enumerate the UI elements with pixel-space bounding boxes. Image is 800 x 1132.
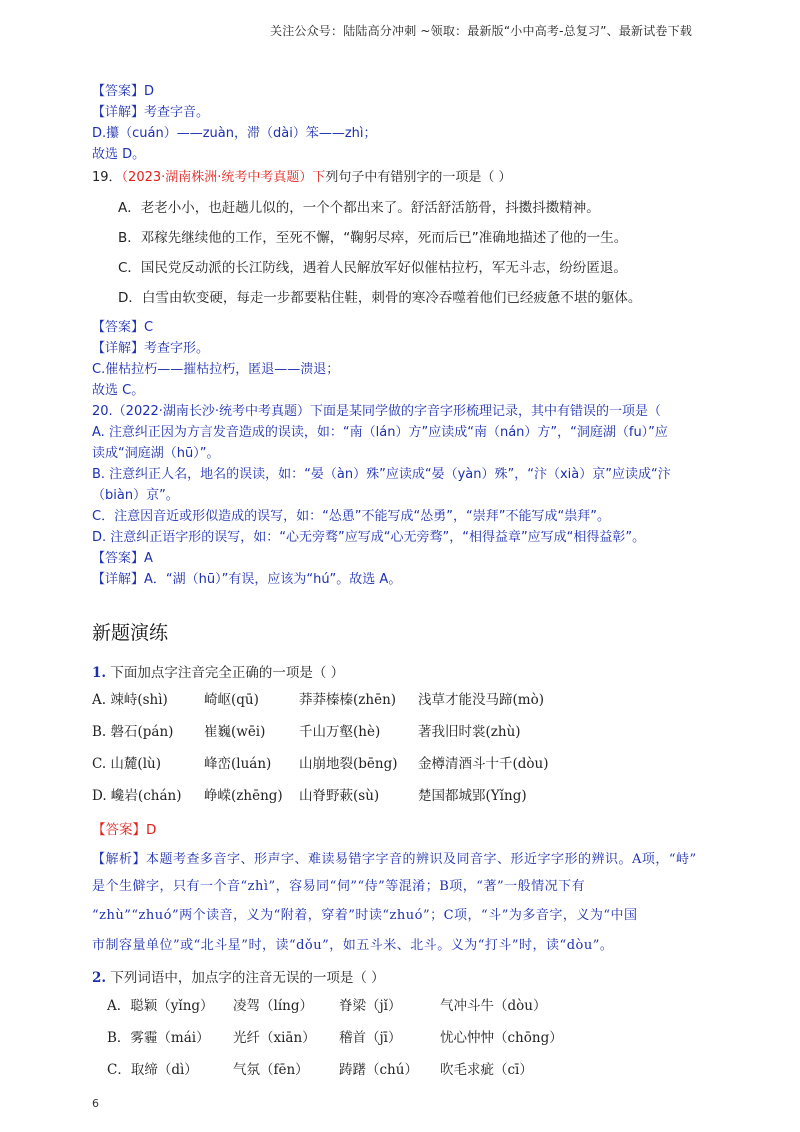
- q1-row-b-col2: 崔巍(wēi): [204, 724, 266, 740]
- detail-label: 【详解】考查字形。: [92, 341, 210, 356]
- q2-row-a-col2: 凌驾（líng）: [233, 998, 313, 1014]
- question-19: [92, 166, 512, 185]
- detail-line: D.攥（cuán）——zuàn，滞（dài）笨——zhì；: [92, 126, 377, 141]
- q1-row-c-col2: 峰峦(luán): [204, 756, 272, 772]
- q20-option-a-line2: 读成“洞庭湖（hū）”。: [92, 446, 220, 461]
- option-d: D．白雪由软变硬，每走一步都要粘住鞋，刺骨的寒冷吞噬着他们已经疲惫不堪的躯体。: [118, 290, 642, 306]
- new-question-1: [92, 661, 344, 681]
- option-a: A．老老小小，也赶趟儿似的，一个个都出来了。舒活舒活筋骨，抖擞抖擞精神。: [118, 200, 600, 216]
- q1-row-d-col2: 峥嵘(zhēng): [204, 788, 283, 804]
- q20-option-c: C．注意因音近或形似造成的误写，如：“怂恿”不能写成“怂勇”，“崇拜”不能写成“祟拜”。: [92, 509, 610, 524]
- q20-option-b-line1: B. 注意纠正人名，地名的误读，如：“晏（àn）殊”应读成“晏（yàn）殊”，“汴（xià）京”应读成“汴: [92, 467, 671, 482]
- detail-label: 【详解】考查字音。: [92, 105, 210, 120]
- q2-row-c-col1: C．取缔（dì）: [107, 1062, 198, 1078]
- analysis-line-2: 是个生僻字，只有一个音“zhì”，容易同“伺”“侍”等混淆；B项，“著”一般情况下有: [92, 879, 586, 894]
- page-number: 6: [92, 1097, 99, 1110]
- page-header: 关注公众号：陆陆高分冲刺 ~领取：最新版“小中高考-总复习”、最新试卷下载: [270, 24, 693, 38]
- q2-row-c-col3: 踌躇（chú）: [339, 1062, 418, 1078]
- question-stem: 下面加点字注音完全正确的一项是（ ）: [110, 665, 345, 681]
- answer-label: 【答案】D: [92, 822, 157, 838]
- q1-row-b-col1: B. 磐石(pán): [92, 724, 174, 740]
- q2-row-c-col4: 吹毛求疵（cī）: [440, 1062, 533, 1078]
- option-b: B．邓稼先继续他的工作，至死不懈，“鞠躬尽瘁，死而后已”准确地描述了他的一生。: [118, 230, 628, 246]
- detail-line: C.催枯拉朽——摧枯拉朽，匿退——溃退；: [92, 362, 340, 377]
- q1-row-a-col4: 浅草才能没马蹄(mò): [418, 692, 544, 708]
- question-20-stem: 20.（2022·湖南长沙·统考中考真题）下面是某同学做的字音字形梳理记录，其中有错误的一项是（: [92, 404, 662, 419]
- option-c: C．国民党反动派的长江防线，遇着人民解放军好似催枯拉朽，军无斗志，纷纷匿退。: [118, 260, 627, 276]
- q20-option-b-line2: （biàn）京”。: [92, 488, 179, 503]
- new-question-2: [92, 966, 385, 986]
- q2-row-b-col1: B．雾霾（mái）: [107, 1030, 210, 1046]
- question-number: 2.: [92, 970, 107, 986]
- q20-option-a-line1: A. 注意纠正因为方言发音造成的误读，如：“南（lán）方”应读成“南（nán）方”，“洞庭湖（fu）”应: [92, 425, 668, 440]
- q1-row-a-col1: A. 竦峙(shì): [92, 692, 168, 708]
- section-title: 新题演练: [92, 622, 169, 644]
- q1-row-a-col2: 崎岖(qū): [204, 692, 259, 708]
- q2-row-b-col3: 稽首（jī）: [339, 1030, 402, 1046]
- answer-label: 【答案】A: [92, 551, 153, 566]
- conclusion-line: 故选 D。: [92, 147, 146, 162]
- q1-row-d-col1: D. 巉岩(chán): [92, 788, 182, 804]
- q2-row-c-col2: 气氛（fēn）: [233, 1062, 309, 1078]
- detail-line: 【详解】A．“湖（hū）”有误，应该为“hú”。故选 A。: [92, 572, 402, 587]
- analysis-line-1: 【解析】本题考查多音字、形声字、难读易错字字音的辨识及同音字、形近字字形的辨识。A项，“峙”: [92, 852, 697, 867]
- question-number: 19．: [92, 170, 122, 185]
- q2-row-a-col1: A．聪颖（yǐng）: [107, 998, 214, 1014]
- q20-option-d: D. 注意纠正语字形的误写，如：“心无旁骛”应写成“心无旁骛”，“相得益章”应写成“相得益彰”。: [92, 530, 646, 545]
- conclusion-line: 故选 C。: [92, 383, 145, 398]
- q2-row-a-col3: 脊梁（jǐ）: [339, 998, 402, 1014]
- answer-label: 【答案】D: [92, 84, 155, 99]
- q1-row-d-col4: 楚国都城郢(Yǐng): [418, 788, 527, 804]
- q1-row-c-col4: 金樽清酒斗十千(dòu): [418, 756, 549, 772]
- q2-row-a-col4: 气冲斗牛（dòu）: [440, 998, 547, 1014]
- q2-row-b-col2: 光纤（xiān）: [233, 1030, 316, 1046]
- answer-label: 【答案】C: [92, 320, 154, 335]
- q1-row-b-col3: 千山万壑(hè): [299, 724, 381, 740]
- question-source: （2023·湖南株洲·统考中考真题）下: [121, 170, 326, 185]
- question-stem: 下列词语中，加点字的注音无误的一项是（ ）: [110, 970, 385, 986]
- q1-row-d-col3: 山脊野蔌(sù): [299, 788, 380, 804]
- q2-row-b-col4: 忧心忡忡（chōng）: [440, 1030, 563, 1046]
- question-stem: 列句子中有错别字的一项是（ ）: [325, 170, 512, 185]
- q1-row-c-col3: 山崩地裂(bēng): [299, 756, 398, 772]
- question-number: 1.: [92, 665, 107, 681]
- q1-row-c-col1: C. 山麓(lù): [92, 756, 161, 772]
- analysis-line-4: 市制容量单位”或“北斗星”时，读“dǒu”，如五斗米、北斗。义为“打斗”时，读“dòu”。: [92, 938, 614, 953]
- analysis-line-3: “zhù”“zhuó”两个读音，义为“附着，穿着”时读“zhuó”；C项，“斗”为多音字，义为“中国: [92, 908, 638, 923]
- q1-row-a-col3: 莽莽榛榛(zhēn): [299, 692, 397, 708]
- q1-row-b-col4: 著我旧时裳(zhù): [418, 724, 521, 740]
